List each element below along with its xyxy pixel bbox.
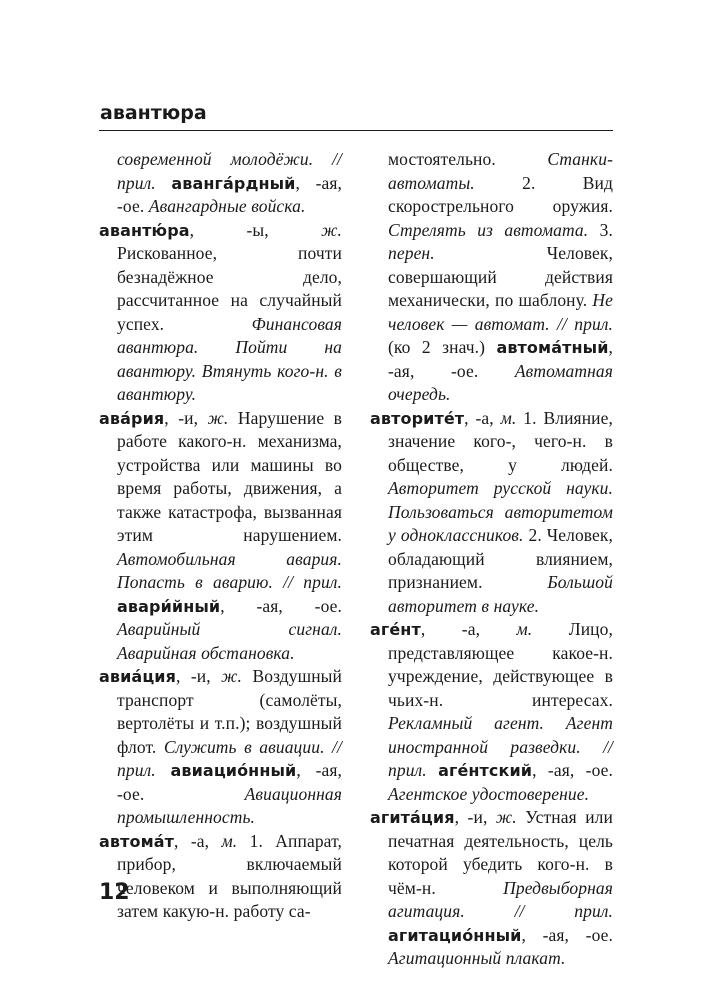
headword: агéнтский <box>438 761 533 780</box>
headword: автомáт <box>99 831 175 851</box>
headword: авари́йный <box>117 596 221 616</box>
headword: авиáция <box>99 667 176 686</box>
entry-aviatsiya: авиáция, -и, ж. Воздушный транспорт (самолёты, вертолёты и т.п.); воздушный флот. Служить в авиации. // прил. авиациóнный, -ая, -ое. Авиационная промышленность. <box>99 666 342 827</box>
headword: авангáрдный <box>171 173 296 193</box>
right-column <box>370 148 613 971</box>
headword: агéнт <box>370 620 421 639</box>
page-number: 12 <box>99 880 130 905</box>
headword: автомáтный <box>496 338 609 357</box>
entry-continuation: современной молодёжи. // прил. авангáрдный, -ая, -ое. Авангардные войска. <box>117 149 342 216</box>
headword: агитациóнный <box>388 925 522 945</box>
entry-avtoritet: авторитéт, -а, м. 1. Влияние, значение кого-, чего-н. в обществе, у людей. Авторитет русской науки. Пользоваться авторитетом у одноклассников. 2. Человек, обладающий влиянием, признанием. Большой авторитет в науке. <box>370 407 613 616</box>
entry-agent: агéнт, -а, м. Лицо, представляющее какое-н. учреждение, действующее в чьих-н. интересах. Рекламный агент. Агент иностранной разведки. // прил. агéнтский, -ая, -ое. Агентское удостоверение. <box>370 619 613 804</box>
headword: авторитéт <box>370 408 465 428</box>
entry-avantyura: авантю́ра, -ы, ж. Рискованное, почти безнадёжное дело, рассчитанное на случайный успех. Финансовая авантюра. Пойти на авантюру. Втянуть кого-н. в авантюру. <box>99 219 342 404</box>
entry-avtomat: автомáт, -а, м. 1. Аппарат, прибор, включаемый человеком и выполняющий затем какую-н. работу са- <box>99 830 342 921</box>
entry-avariya: авáрия, -и, ж. Нарушение в работе какого-н. механизма, устройства или машины во время работы, движения, а также катастрофа, вызванная этим нарушением. Автомобильная авария. Попасть в аварию. // прил. авари́йный, -ая, -ое. Аварийный сигнал. Аварийная обстановка. <box>99 407 343 663</box>
headword: авиациóнный <box>170 761 297 780</box>
headword: авантю́ра <box>99 220 190 240</box>
headword: агитáция <box>370 808 455 827</box>
entry-agitatsiya: агитáция, -и, ж. Устная или печатная деятельность, цель которой убедить кого-н. в чём-н. Предвыборная агитация. // прил. агитациóнный, -ая, -ое. Агитационный плакат. <box>370 807 613 968</box>
running-header <box>99 100 613 131</box>
entry-continuation: мостоятельно. Станки-автоматы. 2. Вид скорострельного оружия. Стрелять из автомата. 3. перен. Человек, совершающий действия механически, по шаблону. Не человек — автомат. // прил. (ко 2 знач.) автомáтный, -ая, -ое. Автоматная очередь. <box>388 149 613 404</box>
headword: авáрия <box>99 408 165 428</box>
left-column <box>99 148 342 924</box>
header-title: авантюра <box>100 102 207 124</box>
